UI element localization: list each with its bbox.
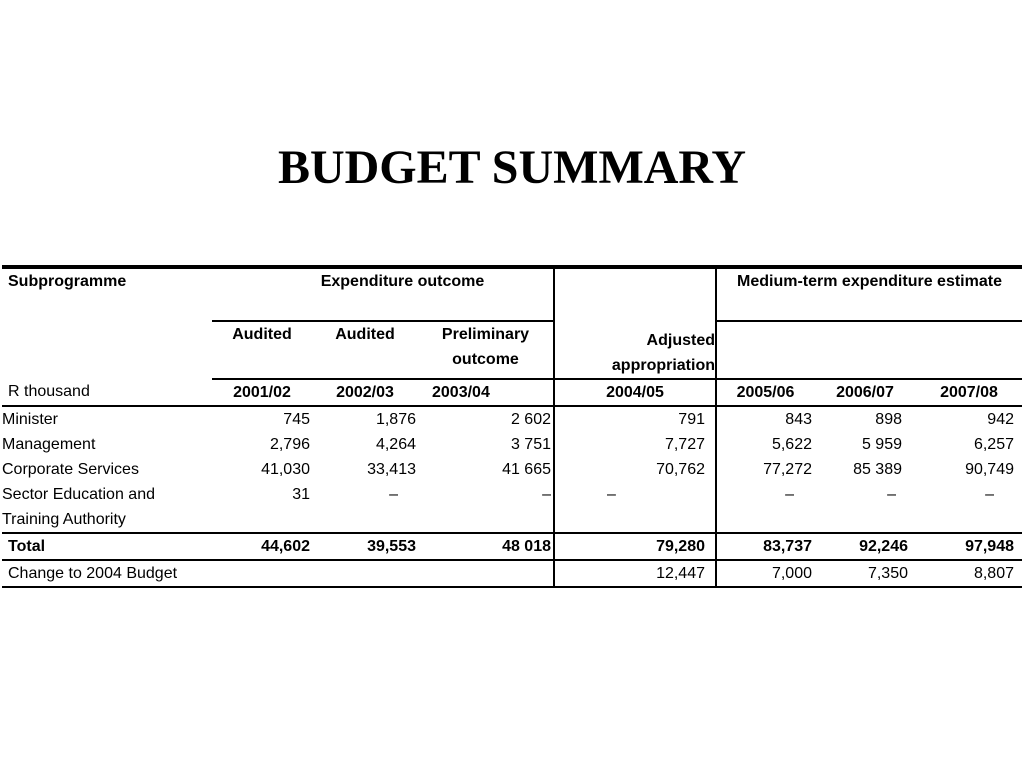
cell: 6,257 — [973, 436, 1014, 453]
change-cell — [418, 560, 554, 587]
change-cell: 7,000 — [716, 560, 814, 587]
header-adjusted: Adjusted — [646, 332, 715, 349]
table-row — [2, 406, 1022, 432]
year-2002-03: 2002/03 — [312, 379, 418, 406]
cell: 3 751 — [418, 432, 554, 457]
cell: 791 — [554, 406, 716, 432]
header-adjusted-appropriation — [554, 267, 716, 379]
cell: – — [985, 486, 994, 503]
row-label — [2, 482, 212, 533]
header-outcome: outcome — [452, 351, 519, 368]
cell: 1,876 — [375, 411, 416, 428]
cell: 745 — [283, 411, 310, 428]
change-label: Change to 2004 Budget — [2, 560, 212, 587]
cell: 70,762 — [554, 457, 716, 482]
cell: – — [887, 486, 896, 503]
total-cell: 92,246 — [814, 533, 916, 560]
header-audited-2: Audited — [312, 321, 418, 379]
cell: 33,413 — [367, 461, 416, 478]
change-cell — [212, 560, 312, 587]
cell: 31 — [292, 486, 310, 503]
row-label: Management — [2, 436, 96, 453]
header-preliminary-outcome — [418, 321, 554, 379]
year-2007-08: 2007/08 — [916, 379, 1022, 406]
total-row — [2, 533, 1022, 560]
year-2006-07: 2006/07 — [814, 379, 916, 406]
cell: 5,622 — [771, 436, 812, 453]
budget-table — [2, 265, 1022, 588]
cell: 4,264 — [375, 436, 416, 453]
cell: – — [389, 486, 398, 503]
page-title: BUDGET SUMMARY — [277, 141, 747, 194]
total-cell: 83,737 — [716, 533, 814, 560]
total-cell: 97,948 — [916, 533, 1022, 560]
total-label: Total — [2, 533, 212, 560]
total-cell: 79,280 — [554, 533, 716, 560]
cell: 843 — [785, 411, 812, 428]
header-medium-term: Medium-term expenditure estimate — [716, 267, 1022, 321]
table-row — [2, 457, 1022, 482]
change-cell: 7,350 — [814, 560, 916, 587]
cell: 90,749 — [965, 461, 1014, 478]
header-r-thousand: R thousand — [2, 379, 212, 406]
cell: 7,727 — [554, 432, 716, 457]
header-estimate-empty — [716, 321, 1022, 379]
header-empty — [2, 321, 212, 379]
total-cell: 39,553 — [312, 533, 418, 560]
cell: 77,272 — [763, 461, 812, 478]
cell: 2 602 — [418, 406, 554, 432]
cell: – — [418, 482, 554, 533]
cell: 898 — [875, 411, 902, 428]
total-cell: 44,602 — [212, 533, 312, 560]
year-2005-06: 2005/06 — [716, 379, 814, 406]
cell: – — [554, 482, 716, 533]
cell: 5 959 — [861, 436, 902, 453]
table-row — [2, 482, 1022, 533]
total-cell: 48 018 — [418, 533, 554, 560]
header-subprogramme: Subprogramme — [2, 267, 212, 321]
year-2003-04: 2003/04 — [418, 379, 554, 406]
year-2004-05: 2004/05 — [554, 379, 716, 406]
row-label: Corporate Services — [2, 461, 139, 478]
cell: – — [785, 486, 794, 503]
table-row — [2, 432, 1022, 457]
header-expenditure-outcome: Expenditure outcome — [212, 267, 554, 321]
cell: 85 389 — [853, 461, 902, 478]
change-cell: 12,447 — [554, 560, 716, 587]
change-row — [2, 560, 1022, 587]
row-label-line-2: Training Authority — [2, 511, 126, 528]
cell: 41 665 — [418, 457, 554, 482]
header-audited-1: Audited — [212, 321, 312, 379]
year-2001-02: 2001/02 — [212, 379, 312, 406]
change-cell: 8,807 — [916, 560, 1022, 587]
cell: 41,030 — [261, 461, 310, 478]
cell: 2,796 — [269, 436, 310, 453]
header-appropriation: appropriation — [611, 357, 715, 374]
change-cell — [312, 560, 418, 587]
row-label-line-1: Sector Education and — [2, 486, 155, 503]
cell: 942 — [987, 411, 1014, 428]
row-label: Minister — [2, 411, 59, 428]
header-preliminary: Preliminary — [441, 326, 530, 343]
